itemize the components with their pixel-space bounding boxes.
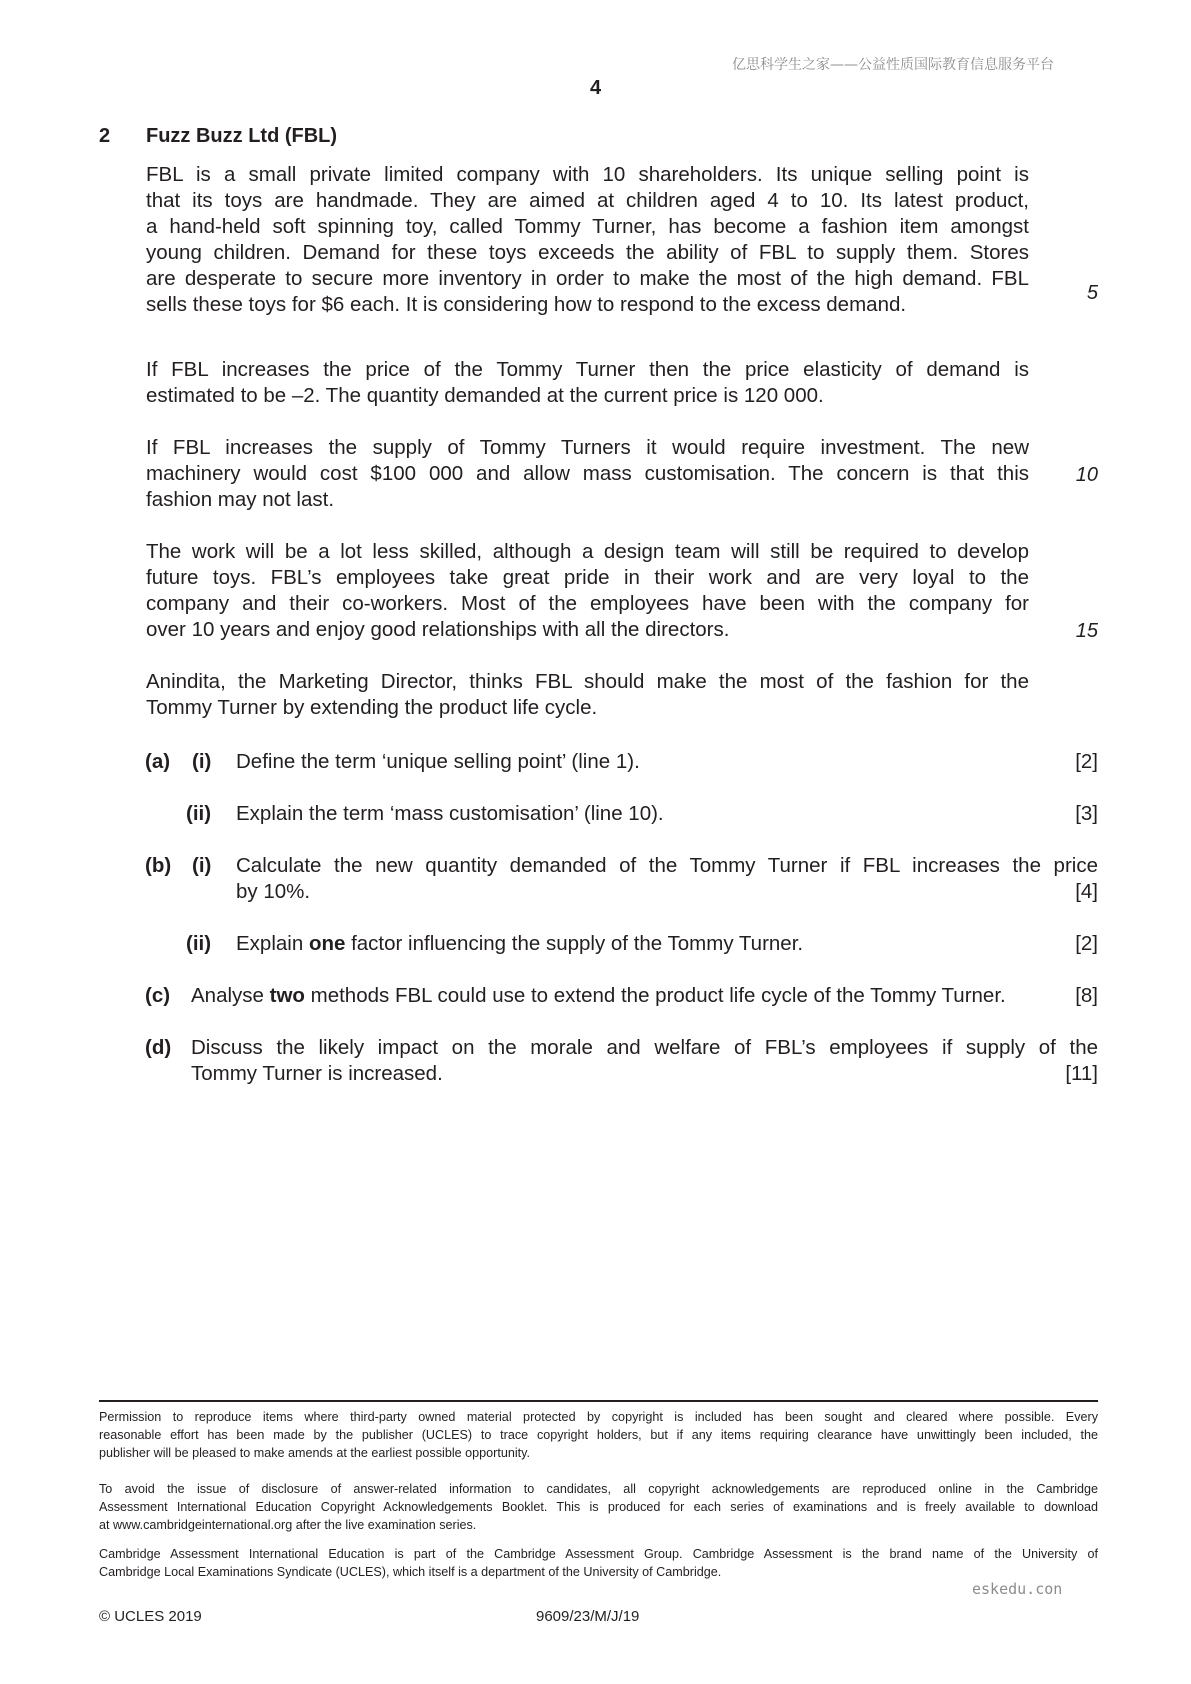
header-watermark: 亿思科学生之家——公益性质国际教育信息服务平台 <box>732 57 1054 73</box>
text-line: To avoid the issue of disclosure of answer-related information to candidates, all copyright acknowledgements are reproduced online in the Cambridge <box>99 1482 1098 1496</box>
text-line: estimated to be –2. The quantity demanded at the current price is 120 000. <box>146 384 824 407</box>
text-line: If FBL increases the price of the Tommy Turner then the price elasticity of demand is <box>146 358 1029 381</box>
text-line: over 10 years and enjoy good relationships with all the directors. <box>146 618 730 641</box>
part-d-label: (d) <box>145 1036 172 1059</box>
case-paragraph-5 <box>146 669 1029 721</box>
text-line: Tommy Turner is increased. <box>191 1062 443 1085</box>
cambridge-notice <box>99 1545 1098 1581</box>
line-ref-10: 10 <box>1075 464 1098 486</box>
text-line: Calculate the new quantity demanded of the Tommy Turner if FBL increases the price <box>236 854 1098 877</box>
part-a-ii-marks: [3] <box>1075 802 1098 825</box>
case-paragraph-4 <box>146 539 1029 643</box>
text-line: by 10%. <box>236 880 311 903</box>
part-b-i-label: (i) <box>192 854 212 877</box>
text-line: Cambridge Assessment International Education is part of the Cambridge Assessment Group. Cambridge Assessment is the brand name of the University of <box>99 1547 1098 1561</box>
part-b-label: (b) <box>145 854 172 877</box>
text-line: If FBL increases the supply of Tommy Turners it would require investment. The new <box>146 436 1029 459</box>
footer-divider <box>99 1400 1098 1402</box>
part-a-ii-text: Explain the term ‘mass customisation’ (line 10). <box>236 802 664 825</box>
part-b-ii-text: Explain one factor influencing the supply of the Tommy Turner. <box>236 932 804 955</box>
page-number: 4 <box>589 77 602 99</box>
question-number: 2 <box>99 125 111 147</box>
part-b-i-text <box>236 853 1098 905</box>
part-b-ii-marks: [2] <box>1075 932 1098 955</box>
case-paragraph-1 <box>146 162 1029 318</box>
text-line: company and their co-workers. Most of the employees have been with the company for <box>146 592 1029 615</box>
part-a-i-text: Define the term ‘unique selling point’ (line 1). <box>236 750 640 773</box>
part-a-label: (a) <box>145 750 171 773</box>
part-d-text <box>191 1035 1098 1087</box>
text-line: young children. Demand for these toys exceeds the ability of FBL to supply them. Stores <box>146 241 1029 264</box>
text-line: publisher will be pleased to make amends at the earliest possible opportunity. <box>99 1446 530 1460</box>
text-line: sells these toys for $6 each. It is considering how to respond to the excess demand. <box>146 293 907 316</box>
case-paragraph-3 <box>146 435 1029 513</box>
part-c-label: (c) <box>145 984 171 1007</box>
text-line: Anindita, the Marketing Director, thinks FBL should make the most of the fashion for the <box>146 670 1029 693</box>
part-b-i-marks: [4] <box>1075 880 1098 903</box>
paper-code: 9609/23/M/J/19 <box>536 1608 640 1625</box>
line-ref-5: 5 <box>1086 282 1098 304</box>
line-ref-15: 15 <box>1075 620 1098 642</box>
text-line: reasonable effort has been made by the publisher (UCLES) to trace copyright holders, but if any items requiring clearance have unwittingly been included, the <box>99 1428 1098 1442</box>
text-line: Assessment International Education Copyright Acknowledgements Booklet. This is produced for each series of examinations and is freely available to download <box>99 1500 1098 1514</box>
text-line: at www.cambridgeinternational.org after the live examination series. <box>99 1518 477 1532</box>
footer-watermark: eskedu.con <box>972 1580 1063 1598</box>
text-line: that its toys are handmade. They are aimed at children aged 4 to 10. Its latest product, <box>146 189 1029 212</box>
text-line: Discuss the likely impact on the morale and welfare of FBL’s employees if supply of the <box>191 1036 1098 1059</box>
disclosure-notice <box>99 1480 1098 1534</box>
text-line: Tommy Turner by extending the product life cycle. <box>146 696 598 719</box>
part-a-i-label: (i) <box>192 750 212 773</box>
text-line: future toys. FBL’s employees take great pride in their work and are very loyal to the <box>146 566 1029 589</box>
permission-notice <box>99 1408 1098 1462</box>
part-c-text: Analyse two methods FBL could use to extend the product life cycle of the Tommy Turner. <box>191 984 1006 1007</box>
case-paragraph-2 <box>146 357 1029 409</box>
text-line: FBL is a small private limited company with 10 shareholders. Its unique selling point is <box>146 163 1029 186</box>
text-line: a hand-held soft spinning toy, called Tommy Turner, has become a fashion item amongst <box>146 215 1029 238</box>
part-a-i-marks: [2] <box>1075 750 1098 773</box>
text-line: are desperate to secure more inventory in order to make the most of the high demand. FBL <box>146 267 1029 290</box>
text-line: machinery would cost $100 000 and allow mass customisation. The concern is that this <box>146 462 1029 485</box>
question-title: Fuzz Buzz Ltd (FBL) <box>146 125 338 147</box>
copyright-notice: © UCLES 2019 <box>99 1608 202 1625</box>
text-line: The work will be a lot less skilled, although a design team will still be required to develop <box>146 540 1029 563</box>
text-line: Permission to reproduce items where third-party owned material protected by copyright is included has been sought and cleared where possible. Every <box>99 1410 1098 1424</box>
part-a-ii-label: (ii) <box>186 802 212 825</box>
part-b-ii-label: (ii) <box>186 932 212 955</box>
text-line: Cambridge Local Examinations Syndicate (UCLES), which itself is a department of the University of Cambridge. <box>99 1565 722 1579</box>
part-c-marks: [8] <box>1075 984 1098 1007</box>
part-d-marks: [11] <box>1065 1062 1098 1085</box>
text-line: fashion may not last. <box>146 488 335 511</box>
